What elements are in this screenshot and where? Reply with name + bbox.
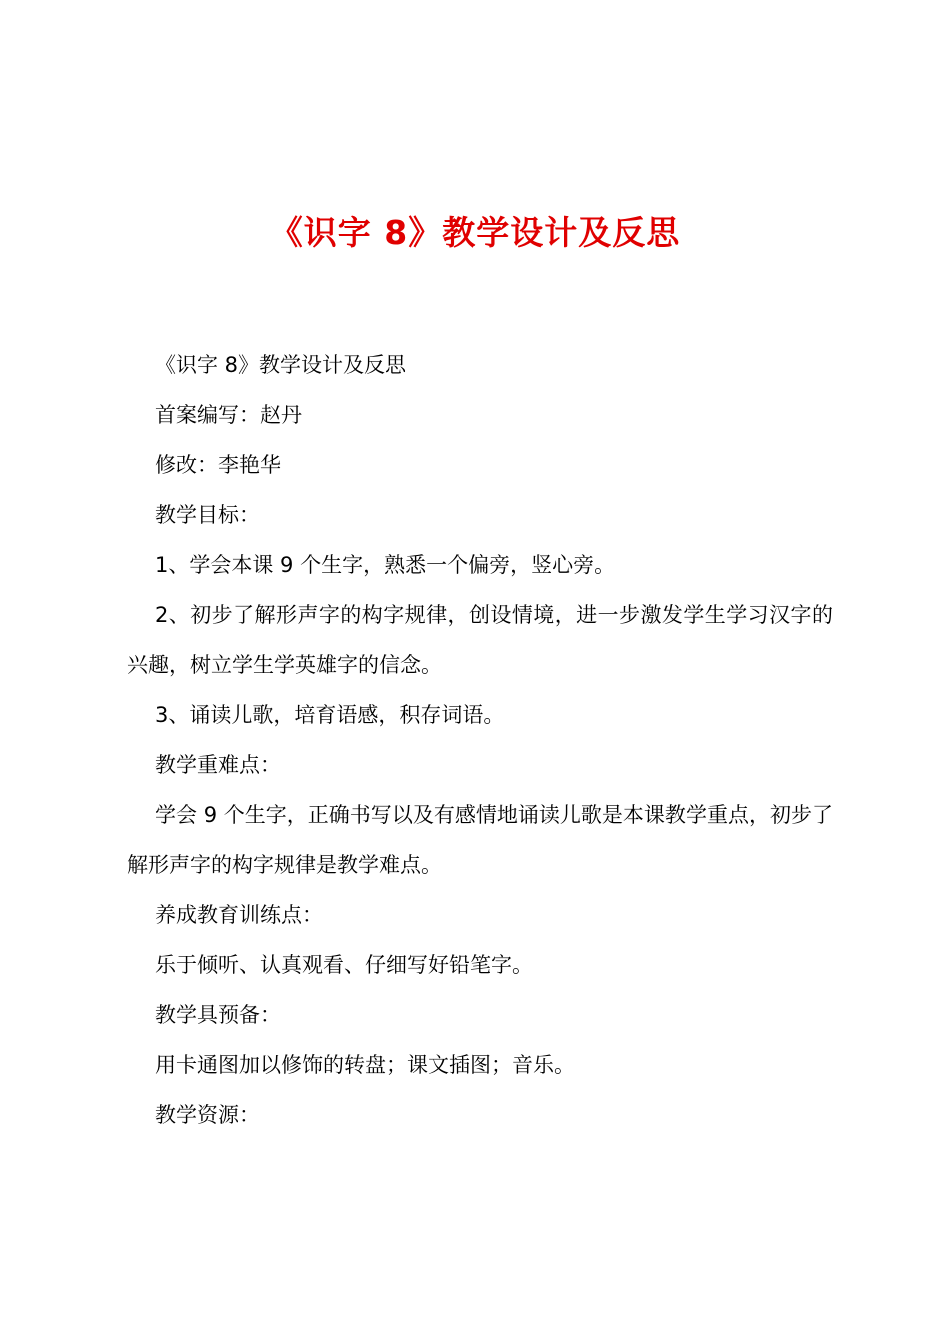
paragraph-resources-heading: 教学资源：: [155, 1103, 260, 1127]
paragraph-goal-2: 2、初步了解形声字的构字规律，创设情境，进一步激发学生学习汉字的兴趣，树立学生学英雄字的信念。: [127, 603, 833, 677]
paragraph-goal-3: 3、诵读儿歌，培育语感，积存词语。: [155, 703, 505, 727]
paragraph-key-points-heading: 教学重难点：: [155, 753, 281, 777]
paragraph-training-heading: 养成教育训练点：: [155, 903, 323, 927]
paragraph-materials: 用卡通图加以修饰的转盘；课文插图；音乐。: [155, 1053, 575, 1077]
document-title: 《识字 8》教学设计及反思: [269, 213, 681, 252]
document-body: [127, 340, 833, 1140]
paragraph-reviser: 修改：李艳华: [155, 453, 281, 477]
paragraph-training: 乐于倾听、认真观看、仔细写好铅笔字。: [155, 953, 533, 977]
paragraph-heading-repeat: 《识字 8》教学设计及反思: [155, 353, 407, 377]
paragraph-goal-1: 1、学会本课 9 个生字，熟悉一个偏旁，竖心旁。: [155, 553, 616, 577]
paragraph-materials-heading: 教学具预备：: [155, 1003, 281, 1027]
paragraph-author: 首案编写：赵丹: [155, 403, 302, 427]
paragraph-key-points: 学会 9 个生字，正确书写以及有感情地诵读儿歌是本课教学重点，初步了解形声字的构字规律是教学难点。: [127, 803, 833, 877]
paragraph-goals-heading: 教学目标：: [155, 503, 260, 527]
